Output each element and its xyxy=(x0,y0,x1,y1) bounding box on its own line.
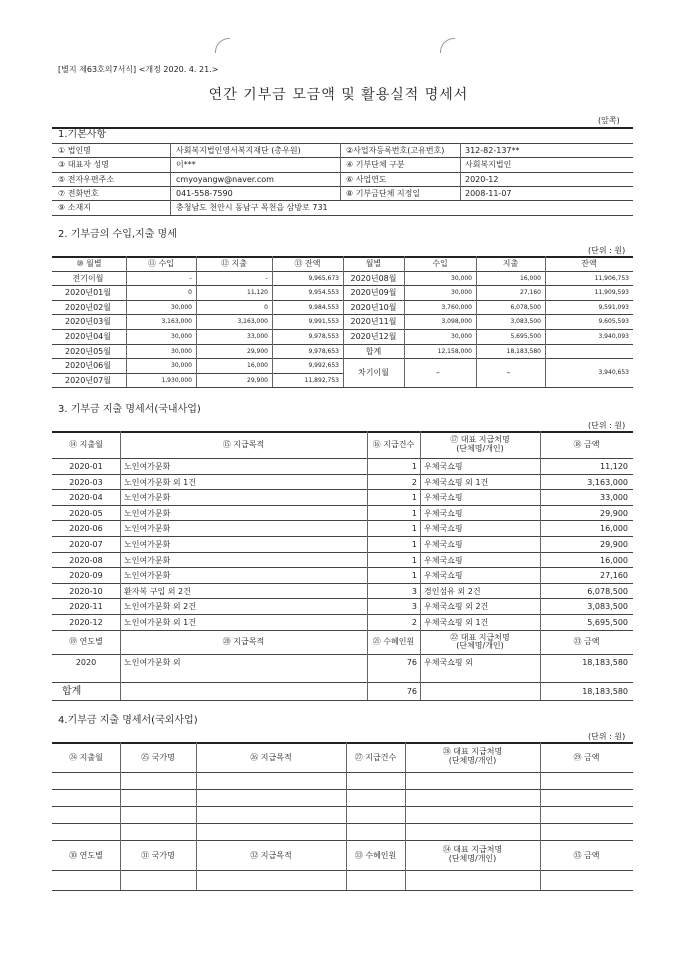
info-value: 312-82-137** xyxy=(465,146,520,155)
amount-cell: 6,078,500 xyxy=(587,586,628,596)
carry-label: 차기이월 xyxy=(358,368,389,378)
row-divider xyxy=(343,344,633,345)
expense-cell: 18,183,580 xyxy=(506,347,541,355)
payee-cell: 우체국쇼핑 xyxy=(424,493,463,503)
section4-bottom-border xyxy=(52,890,633,891)
income-cell: – xyxy=(189,274,192,282)
row-divider xyxy=(52,630,633,631)
payee-cell: 우체국쇼핑 외 2건 xyxy=(424,602,489,612)
column-header: ⑫ 지출 xyxy=(221,259,247,268)
income-cell: 0 xyxy=(188,289,192,297)
row-divider xyxy=(52,520,633,521)
column-header: ㉟ 금액 xyxy=(573,851,600,860)
row-divider xyxy=(52,505,633,506)
column-header: ⑰ 대표 지급처명 (단체명/개인) xyxy=(450,435,510,453)
row-divider xyxy=(52,614,633,615)
punch-mark-left xyxy=(215,38,230,53)
month-cell: 2020년06월 xyxy=(65,361,111,371)
address-value: 충청남도 천안시 동남구 목천읍 삼방로 731 xyxy=(176,203,328,213)
row-divider xyxy=(52,598,633,599)
count-cell: 2 xyxy=(411,618,417,627)
amount-cell: 27,160 xyxy=(600,571,628,581)
col-divider xyxy=(545,256,546,387)
expense-cell: 33,000 xyxy=(247,333,268,340)
month-cell: 2020년07월 xyxy=(65,375,111,385)
row-divider xyxy=(52,344,343,345)
row-divider xyxy=(343,329,633,330)
payee-cell: 우체국쇼핑 xyxy=(424,540,463,549)
empty-row-divider xyxy=(52,840,633,841)
column-header: ㉘ 대표 지급처명 (단체명/개인) xyxy=(442,747,503,765)
month-cell: 2020-12 xyxy=(69,618,103,627)
column-header: ㉖ 지급목적 xyxy=(250,753,292,762)
purpose-cell: 노인여가문화 xyxy=(124,571,171,581)
empty-row-divider xyxy=(52,789,633,790)
payee-cell: 우체국쇼핑 xyxy=(424,508,463,518)
balance-cell: 9,978,553 xyxy=(308,333,339,340)
section2-unit: (단위 : 원) xyxy=(588,246,626,255)
expense-cell: 29,900 xyxy=(247,376,268,384)
purpose-cell: 노인여가문화 xyxy=(124,555,171,565)
document-title: 연간 기부금 모금액 및 활용실적 명세서 xyxy=(208,87,469,103)
month-cell: 2020-07 xyxy=(69,540,103,549)
row-divider xyxy=(343,285,633,286)
column-header: ⑯ 지급건수 xyxy=(372,440,415,449)
income-cell: 3,163,000 xyxy=(161,318,192,326)
count-cell: 1 xyxy=(411,540,417,549)
purpose-cell: 노인여가문화 외 1건 xyxy=(124,477,196,487)
purpose-cell: 노인여가문화 xyxy=(124,508,171,518)
count-cell: 3 xyxy=(411,602,417,612)
payee-cell: 우체국쇼핑 외 1건 xyxy=(424,477,489,487)
balance-cell: 9,992,653 xyxy=(308,362,339,370)
col-divider xyxy=(460,143,461,200)
column-header: ⑲ 연도별 xyxy=(69,636,103,646)
month-cell: 2020년04월 xyxy=(65,332,111,341)
balance-cell: 3,940,093 xyxy=(598,333,629,340)
month-cell: 2020-10 xyxy=(69,586,103,596)
purpose-cell: 노인여가문화 외 xyxy=(124,657,181,667)
month-cell: 2020년03월 xyxy=(65,317,111,327)
section1-title: 1.기본사항 xyxy=(58,129,107,140)
info-label: ②사업자등록번호(고유번호) xyxy=(346,146,445,155)
row-divider xyxy=(343,358,633,359)
column-header: ㉜ 지급목적 xyxy=(250,851,292,860)
amount-cell: 18,183,580 xyxy=(582,657,628,667)
payee-cell: 우체국쇼핑 외 xyxy=(424,657,473,667)
column-header: 지출 xyxy=(502,259,519,268)
month-cell: 합계 xyxy=(365,346,382,356)
income-cell: 30,000 xyxy=(451,333,472,340)
expense-cell: 3,083,500 xyxy=(510,318,541,326)
page-side-label: (앞쪽) xyxy=(598,116,620,125)
row-divider xyxy=(52,200,633,201)
count-cell: 2 xyxy=(411,477,417,487)
section4-top-border xyxy=(52,742,633,744)
section1-bottom-border xyxy=(52,215,633,216)
purpose-cell: 노인여가문화 xyxy=(124,493,171,503)
expense-cell: 3,163,000 xyxy=(237,318,268,326)
column-header: ㉝ 수혜인원 xyxy=(354,851,397,860)
amount-cell: 11,120 xyxy=(600,462,628,471)
row-divider xyxy=(52,358,343,359)
col-divider xyxy=(420,431,421,700)
section3-top-border xyxy=(52,431,633,433)
row-divider xyxy=(52,552,633,553)
column-header: ⑮ 지급목적 xyxy=(222,440,265,449)
month-cell: 2020년05월 xyxy=(65,346,111,356)
row-divider xyxy=(52,489,633,490)
amount-cell: 16,000 xyxy=(600,524,628,534)
row-divider xyxy=(52,172,633,173)
column-header: ㉙ 금액 xyxy=(573,753,600,762)
month-cell: 2020년12월 xyxy=(350,332,397,341)
info-label: ⑤ 전자우편주소 xyxy=(58,174,115,184)
income-cell: 30,000 xyxy=(171,303,192,311)
form-label: [별지 제63호의7서식] <개정 2020. 4. 21.> xyxy=(58,65,219,74)
count-cell: 1 xyxy=(411,462,417,471)
month-cell: 전기이월 xyxy=(72,273,104,283)
column-header: ㉓ 금액 xyxy=(573,636,600,646)
month-cell: 2020-06 xyxy=(69,524,103,534)
col-divider xyxy=(196,256,197,387)
column-header: 수입 xyxy=(432,259,448,268)
info-value: 이*** xyxy=(176,160,196,170)
row-divider xyxy=(52,186,633,187)
income-cell: 30,000 xyxy=(171,347,192,355)
carry-balance: 3,940,653 xyxy=(598,369,629,377)
count-cell: 1 xyxy=(411,555,417,565)
col-divider xyxy=(367,431,368,700)
column-header: ⑳ 지급목적 xyxy=(222,636,265,646)
col-divider xyxy=(170,143,171,215)
punch-mark-right xyxy=(440,38,455,53)
balance-cell: 9,954,553 xyxy=(308,289,339,297)
amount-cell: 33,000 xyxy=(600,493,628,503)
month-cell: 2020-09 xyxy=(69,571,103,581)
income-cell: 3,760,000 xyxy=(441,303,472,311)
column-header: ⑪ 수입 xyxy=(148,259,174,268)
month-cell: 2020년01월 xyxy=(65,288,111,298)
payee-cell: 우체국쇼핑 xyxy=(424,571,463,581)
count-cell: 1 xyxy=(411,571,417,581)
income-cell: 30,000 xyxy=(171,362,192,370)
empty-row-divider xyxy=(52,823,633,824)
column-header: ⑱ 금액 xyxy=(573,440,600,449)
expense-cell: 11,120 xyxy=(247,289,268,297)
carry-expense: – xyxy=(506,368,511,378)
month-cell: 2020-03 xyxy=(69,477,103,487)
info-label: ④ 기부단체 구분 xyxy=(346,160,405,170)
beneficiary-cell: 76 xyxy=(406,657,417,667)
purpose-cell: 환자복 구입 외 2건 xyxy=(124,586,191,596)
month-cell: 2020-05 xyxy=(69,508,103,518)
month-cell: 2020-11 xyxy=(69,602,103,612)
expense-cell: 29,900 xyxy=(247,347,268,355)
col-divider xyxy=(476,256,477,387)
count-cell: 1 xyxy=(411,493,417,503)
column-header: ⑬ 잔액 xyxy=(294,259,321,268)
col-divider xyxy=(346,742,347,890)
payee-cell: 우체국쇼핑 xyxy=(424,524,463,534)
balance-cell: 9,591,093 xyxy=(598,303,629,311)
row-divider xyxy=(52,536,633,537)
row-divider xyxy=(52,567,633,568)
month-cell: 2020-04 xyxy=(69,493,103,503)
count-cell: 1 xyxy=(411,524,417,534)
section3-title: 3. 기부금 지출 명세서(국내사업) xyxy=(58,404,201,415)
income-cell: 12,158,000 xyxy=(437,347,472,355)
row-divider xyxy=(52,870,633,871)
balance-cell: 9,978,653 xyxy=(308,347,339,355)
balance-cell: 11,892,753 xyxy=(304,376,339,384)
info-value: 사회복지법인영서복지재단 (총우원) xyxy=(176,146,301,155)
col-divider xyxy=(343,256,344,387)
col-divider xyxy=(405,742,406,890)
balance-cell: 9,605,593 xyxy=(598,318,629,326)
col-divider xyxy=(404,256,405,387)
row-divider xyxy=(343,314,633,315)
month-cell: 2020-01 xyxy=(69,462,103,471)
purpose-cell: 노인여가문화 외 2건 xyxy=(124,602,196,612)
col-divider xyxy=(540,431,541,700)
total-label: 합계 xyxy=(62,685,82,697)
balance-cell: 11,909,593 xyxy=(594,289,629,297)
row-divider xyxy=(52,314,343,315)
month-cell: 2020년09월 xyxy=(350,288,397,298)
info-value: cmyoyangw@naver.com xyxy=(176,174,274,184)
section1-top-border xyxy=(52,127,633,129)
section3-bottom-border xyxy=(52,700,633,701)
info-value: 2020-12 xyxy=(465,174,499,184)
section2-title: 2. 기부금의 수입,지출 명세 xyxy=(58,229,177,240)
total-amount: 18,183,580 xyxy=(582,686,628,696)
section4-title: 4.기부금 지출 명세서(국외사업) xyxy=(58,715,198,726)
column-header: ⑭ 지출월 xyxy=(69,440,103,449)
month-cell: 2020년08월 xyxy=(350,273,397,283)
column-header: ㉑ 수혜인원 xyxy=(372,636,415,646)
month-cell: 2020년11월 xyxy=(350,317,397,327)
info-label: ⑥ 사업연도 xyxy=(346,174,387,184)
section2-bottom-border xyxy=(52,387,633,388)
row-divider xyxy=(52,682,633,683)
amount-cell: 3,083,500 xyxy=(587,602,628,612)
column-header: ㉔ 지출월 xyxy=(69,753,103,762)
row-divider xyxy=(52,373,343,374)
payee-cell: 우체국쇼핑 외 1건 xyxy=(424,618,489,627)
column-header: ㉛ 국가명 xyxy=(141,851,175,860)
amount-cell: 16,000 xyxy=(600,555,628,565)
row-divider xyxy=(52,157,633,158)
income-cell: 3,098,000 xyxy=(441,318,472,326)
expense-cell: 27,160 xyxy=(520,289,541,297)
section1-title-border xyxy=(52,143,633,144)
row-divider xyxy=(52,458,633,459)
row-divider xyxy=(52,772,633,773)
info-label: ⑧ 기부금단체 지정일 xyxy=(346,188,421,198)
amount-cell: 29,900 xyxy=(600,508,628,518)
expense-cell: 0 xyxy=(264,303,268,311)
month-cell: 2020년02월 xyxy=(65,302,111,312)
expense-cell: 5,695,500 xyxy=(510,333,541,340)
info-value: 2008-11-07 xyxy=(465,188,512,198)
column-header: ㉚ 연도별 xyxy=(69,851,103,860)
info-label: ⑦ 전화번호 xyxy=(58,188,99,198)
row-divider xyxy=(52,654,633,655)
amount-cell: 5,695,500 xyxy=(587,618,628,627)
row-divider xyxy=(52,474,633,475)
total-count: 76 xyxy=(406,686,417,696)
expense-cell: 6,078,500 xyxy=(510,303,541,311)
col-divider xyxy=(272,256,273,387)
expense-cell: – xyxy=(265,274,268,282)
row-divider xyxy=(52,583,633,584)
col-divider xyxy=(196,742,197,890)
expense-cell: 16,000 xyxy=(520,274,541,282)
purpose-cell: 노인여가문화 xyxy=(124,462,171,471)
col-divider xyxy=(120,742,121,890)
section4-unit: (단위 : 원) xyxy=(588,732,626,741)
purpose-cell: 노인여가문화 외 1건 xyxy=(124,618,196,627)
col-divider xyxy=(340,143,341,200)
column-header: ㉒ 대표 지급처명 (단체명/개인) xyxy=(450,632,510,651)
column-header: 잔액 xyxy=(581,259,597,268)
amount-cell: 29,900 xyxy=(600,540,628,549)
balance-cell: 9,984,553 xyxy=(308,303,339,311)
payee-cell: 우체국쇼핑 xyxy=(424,462,463,471)
row-divider xyxy=(52,329,343,330)
income-cell: 30,000 xyxy=(451,289,472,297)
carry-income: – xyxy=(436,368,440,378)
month-cell: 2020년10월 xyxy=(350,302,397,312)
info-label: ③ 대표자 성명 xyxy=(58,160,109,170)
count-cell: 3 xyxy=(411,586,417,596)
info-label: ① 법인명 xyxy=(58,146,91,155)
expense-cell: 16,000 xyxy=(247,362,268,370)
info-value: 사회복지법인 xyxy=(465,160,512,170)
month-cell: 2020-08 xyxy=(69,555,103,565)
row-divider xyxy=(343,300,633,301)
income-cell: 30,000 xyxy=(171,333,192,340)
col-divider xyxy=(126,256,127,387)
payee-cell: 경인섬유 외 2건 xyxy=(424,586,481,596)
row-divider xyxy=(52,300,343,301)
count-cell: 1 xyxy=(411,508,417,518)
address-label: ⑨ 소재지 xyxy=(58,203,91,213)
column-header: ㉕ 국가명 xyxy=(141,753,175,762)
section3-unit: (단위 : 원) xyxy=(588,421,626,430)
row-divider xyxy=(52,285,343,286)
empty-row-divider xyxy=(52,806,633,807)
column-header: ㉞ 대표 지급처명 (단체명/개인) xyxy=(442,845,503,863)
amount-cell: 3,163,000 xyxy=(587,477,628,487)
column-header: 월별 xyxy=(365,259,382,268)
balance-cell: 9,991,553 xyxy=(308,318,339,326)
col-divider xyxy=(120,431,121,700)
income-cell: 1,930,000 xyxy=(161,376,192,384)
column-header: ㉗ 지급건수 xyxy=(354,753,397,762)
balance-cell: 11,906,753 xyxy=(594,274,629,282)
col-divider xyxy=(540,742,541,890)
info-value: 041-558-7590 xyxy=(176,188,233,198)
purpose-cell: 노인여가문화 xyxy=(124,540,171,549)
payee-cell: 우체국쇼핑 xyxy=(424,555,463,565)
column-header: ⑩ 월별 xyxy=(76,259,102,268)
income-cell: 30,000 xyxy=(451,274,472,282)
purpose-cell: 노인여가문화 xyxy=(124,524,171,534)
balance-cell: 9,965,673 xyxy=(308,274,339,282)
year-cell: 2020 xyxy=(75,657,97,667)
